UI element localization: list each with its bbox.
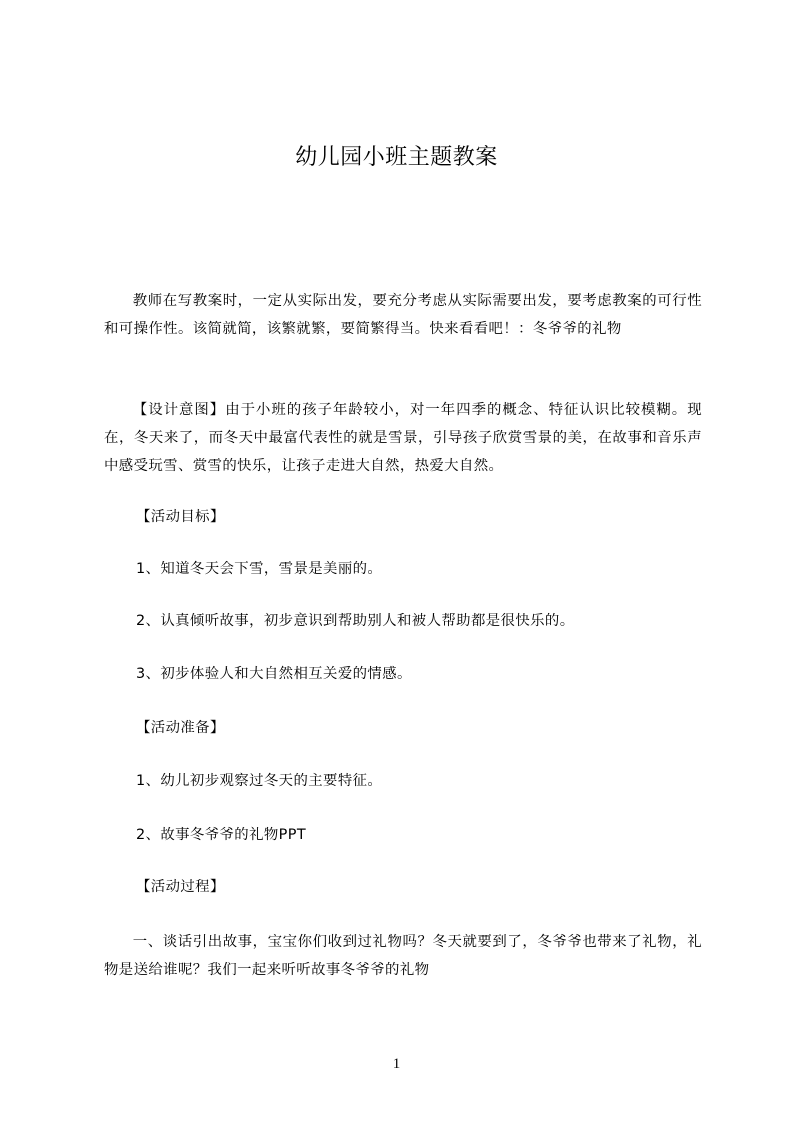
goal-item-2: 2、认真倾听故事，初步意识到帮助别人和被人帮助都是很快乐的。 (136, 613, 575, 629)
intro-paragraph: 教师在写教案时，一定从实际出发，要充分考虑从实际需要出发，要考虑教案的可行性和可操作性。该简就简，该繁就繁，要简繁得当。快来看看吧！：冬爷爷的礼物 (104, 293, 702, 337)
design-intent-paragraph: 【设计意图】由于小班的孩子年龄较小，对一年四季的概念、特征认识比较模糊。现在，冬天来了，而冬天中最富代表性的就是雪景，引导孩子欣赏雪景的美，在故事和音乐声中感受玩雪、赏雪的快乐，让孩子走进大自然，热爱大自然。 (104, 402, 702, 474)
goal-item-1: 1、知道冬天会下雪，雪景是美丽的。 (136, 561, 383, 577)
prep-item-2: 2、故事冬爷爷的礼物PPT (136, 827, 307, 843)
page-number: 1 (392, 1056, 401, 1072)
prep-item-1: 1、幼儿初步观察过冬天的主要特征。 (136, 773, 383, 789)
goals-heading: 【活动目标】 (136, 509, 225, 525)
page-title: 幼儿园小班主题教案 (295, 145, 498, 170)
prep-heading: 【活动准备】 (136, 720, 225, 736)
process-step-1: 一、谈话引出故事，宝宝你们收到过礼物吗？冬天就要到了，冬爷爷也带来了礼物，礼物是送给谁呢？我们一起来听听故事冬爷爷的礼物 (104, 934, 702, 978)
goal-item-3: 3、初步体验人和大自然相互关爱的情感。 (136, 666, 412, 682)
process-heading: 【活动过程】 (136, 879, 225, 895)
